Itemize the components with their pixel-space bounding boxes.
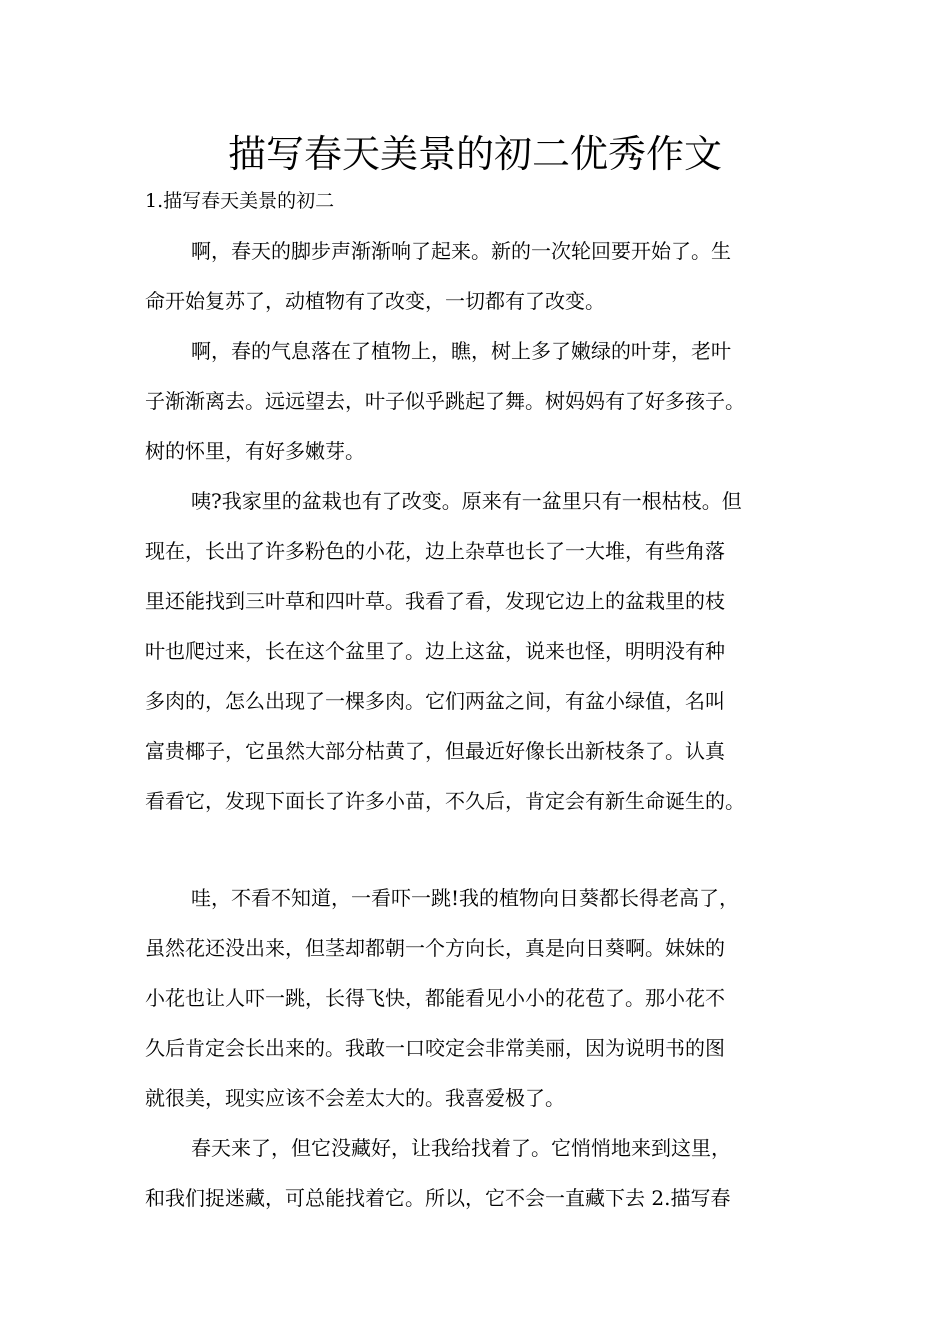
paragraph-line: 和我们捉迷藏，可总能找着它。所以，它不会一直藏下去 2.描写春 [145, 1186, 731, 1210]
paragraph-line: 富贵椰子，它虽然大部分枯黄了，但最近好像长出新枝条了。认真 [145, 739, 725, 763]
paragraph-line: 就很美，现实应该不会差太大的。我喜爱极了。 [145, 1086, 565, 1110]
paragraph-line: 现在，长出了许多粉色的小花，边上杂草也长了一大堆，有些角落 [145, 539, 725, 563]
paragraph-line: 咦?我家里的盆栽也有了改变。原来有一盆里只有一根枯枝。但 [191, 489, 742, 513]
paragraph-line: 哇，不看不知道，一看吓一跳!我的植物向日葵都长得老高了， [191, 886, 740, 910]
text-block-2 [145, 873, 813, 1223]
document-title: 描写春天美景的初二优秀作文 [227, 132, 722, 176]
paragraph-line: 里还能找到三叶草和四叶草。我看了看，发现它边上的盆栽里的枝 [145, 589, 725, 613]
section-heading: 1.描写春天美景的初二 [145, 190, 335, 212]
paragraph-line: 久后肯定会长出来的。我敢一口咬定会非常美丽，因为说明书的图 [145, 1036, 725, 1060]
paragraph-line: 树的怀里，有好多嫩芽。 [145, 439, 365, 463]
paragraph-line: 多肉的，怎么出现了一棵多肉。它们两盆之间，有盆小绿值，名叫 [145, 689, 725, 713]
paragraph-line: 子渐渐离去。远远望去，叶子似乎跳起了舞。树妈妈有了好多孩子。 [145, 389, 745, 413]
paragraph-line: 叶也爬过来，长在这个盆里了。边上这盆，说来也怪，明明没有种 [145, 639, 725, 663]
paragraph-line: 小花也让人吓一跳，长得飞快，都能看见小小的花苞了。那小花不 [145, 986, 725, 1010]
paragraph-line: 看看它，发现下面长了许多小苗，不久后，肯定会有新生命诞生的。 [145, 789, 745, 813]
paragraph-line: 春天来了，但它没藏好，让我给找着了。它悄悄地来到这里， [191, 1136, 731, 1160]
paragraph-line: 虽然花还没出来，但茎却都朝一个方向长，真是向日葵啊。妹妹的 [145, 936, 725, 960]
paragraph-line: 啊，春的气息落在了植物上，瞧，树上多了嫩绿的叶芽，老叶 [191, 339, 731, 363]
paragraph-line: 命开始复苏了，动植物有了改变，一切都有了改变。 [145, 289, 605, 313]
text-block-1 [145, 226, 813, 826]
paragraph-line: 啊，春天的脚步声渐渐响了起来。新的一次轮回要开始了。生 [191, 239, 731, 263]
